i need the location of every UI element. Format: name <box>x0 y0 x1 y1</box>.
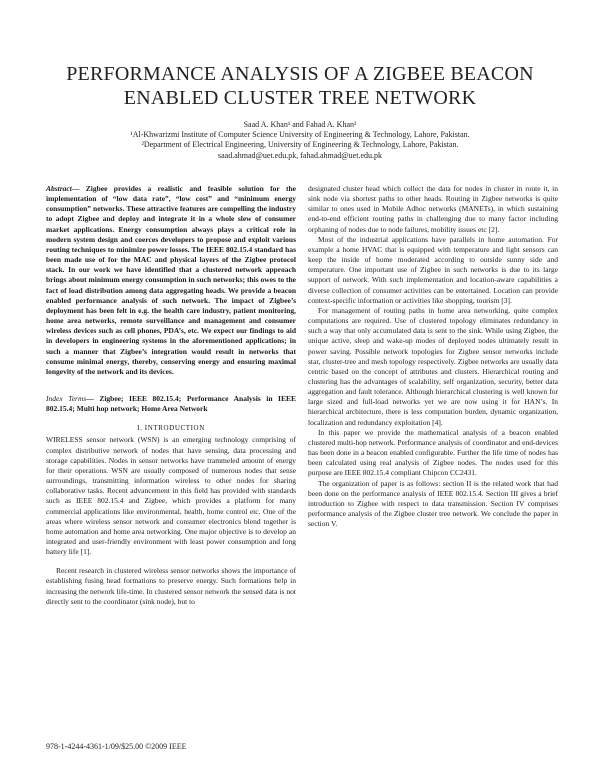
right-paragraph-2: Most of the industrial applications have parallels in home automation. For example a home HVAC that is equipped with temperature and light sensors can keep the inside of home moderated according to outside sunny side and temperature. One important use of Zigbee in such networks is due to its large support of network. With such implementation and location-aware capabilities a diverse collection of consumer activities can be entertained. Location can provide context-specific information or activities like shopping, tourism [3]. <box>308 234 558 305</box>
author-names: Saad A. Khan¹ and Fahad A. Khan² <box>243 120 357 129</box>
intro-paragraph-1: WIRELESS sensor network (WSN) is an emerging technology comprising of complex distributive network of nodes that have sensing, data processing and storage capabilities. Nodes in sensor networks have trammeled amount of energy for their operations. WSN are usually composed of numerous nodes that sense surroundings, transmitting information wireless to other nodes for sharing collaborative tasks. Recent advancement in this field has provided with standards such as IEEE 802.15.4 and Zigbee, which provides a platform for many commercial applications like environmental, health, home control etc. One of the areas where wireless sensor network and consumer electronics blend together is home automation and home area networking. One major objective is to develop an integrated and user-friendly environment with least power consumption and long battery life [1]. <box>46 435 296 557</box>
affiliation-1: ¹Al-Khwarizmi Institute of Computer Science University of Engineering & Technology, Lahore, Pakistan. <box>130 130 470 140</box>
right-paragraph-3: For management of routing paths in home area networking, quite complex computations are required. Use of clustered topology eliminates redundancy in such a way that only accumulated data is sent to the sink. While using Zigbee, the unique active, sleep and wake-up modes of deployed nodes ultimately result in power saving. Possible network topologies for Zigbee sensor networks include star, cluster-tree and mesh topology respectively. Zigbee networks are usually data centric based on the concept of attributes and clusters. Hierarchical routing and clustering has the advantages of scalability, self organization, security, better data aggregation and fault tolerance. Although hierarchical clustering is well known for large sized and full-load networks yet we are now using it for HAN’s. In hierarchical architecture, there is less computation burden, dynamic organization, localization and redundancy exploitation [4]. <box>308 305 558 427</box>
right-paragraph-4: In this paper we provide the mathematical analysis of a beacon enabled clustered multi-hop network. Performance analysis of coordinator and end-devices has been done in a beacon enabled configurable. Further the life time of nodes has been calculated using real analysis of Zigbee nodes. The nodes used for this purpose are IEEE 802.15.4 compliant Chipcon CC2431. <box>308 427 558 478</box>
author-block <box>60 120 540 161</box>
index-terms-text: — Zigbee; IEEE 802.15.4; Performance Analysis in IEEE 802.15.4; Multi hop network; Home Area Network <box>46 393 296 414</box>
intro-paragraph-2: Recent research in clustered wireless sensor networks shows the importance of establishing fusing head formations to preserve energy. Such formations help in increasing the network life-time. In clustered sensor network the sensed data is not directly sent to the coordinator (sink node), but to <box>46 566 296 606</box>
abstract <box>46 184 296 377</box>
title-line-2: ENABLED CLUSTER TREE NETWORK <box>123 87 477 109</box>
index-terms-lead: Index Terms <box>46 393 87 403</box>
right-paragraph-5: The organization of paper is as follows: section II is the related work that had been done on the performance analysis of IEEE 802.15.4. Section III gives a brief introduction to Zigbee with respect to data transmission. Section IV comprises performance analysis of the Zigbee cluster tree network. We conclude the paper in section V. <box>308 478 558 529</box>
section-heading-introduction: I. INTRODUCTION <box>137 424 205 433</box>
copyright-footer: 978-1-4244-4361-1/09/$25.00 ©2009 IEEE <box>46 742 187 751</box>
abstract-lead: Abstract <box>46 184 72 193</box>
author-emails: saad.ahmad@uet.edu.pk, fahad.ahmad@uet.edu.pk <box>217 150 382 160</box>
title-line-1: PERFORMANCE ANALYSIS OF A ZIGBEE BEACON <box>66 63 534 85</box>
affiliation-2: ²Department of Electrical Engineering, University of Engineering & Technology, Lahore, Pakistan. <box>141 140 459 150</box>
abstract-text: — Zigbee provides a realistic and feasible solution for the implementation of “low data rate”, “low cost” and “minimum energy consumption” networks. These attractive features are compelling the industry to adopt Zigbee and deploy and integrate it in a whole slew of consumer market applications. Energy consumption always plays a critical role in modern system design and coerces developers to propose and exploit various routing techniques to minimize power losses. The IEEE 802.15.4 standard has been made use of for the MAC and physical layers of the Zigbee protocol stack. In our work we have identified that a clustered network approach brings about minimum energy consumption in such networks; this owes to the fact of load distribution among data aggregating heads. We provide a beacon enabled performance analysis of such network. The impact of Zigbee’s deployment has been felt in e.g. the health care industry, patient monitoring, home area networks, remote surveillance and management and consumer wireless devices such as cell phones, PDA’s, etc. We expect our findings to aid in developers in engineering systems in the aforementioned applications; in such a manner that Zigbee’s integration would result in networks that consume minimal energy, thereby, conserving energy and ensuring maximal longevity of the network and its devices. <box>46 184 296 376</box>
index-terms <box>46 394 296 414</box>
right-column <box>308 184 558 529</box>
right-paragraph-1: designated cluster head which collect the data for nodes in cluster in route it, in sink node via shortest paths to other heads. Routing in Zigbee networks is quite similar to ones used in Mobile Adhoc networks (MANETs), in which sustaining end-to-end efficient routing paths in challenging due to many factor including orphaning of nodes due to node failures, mobility issues etc [2]. <box>308 184 558 234</box>
left-column <box>46 184 296 607</box>
paper-title <box>40 62 560 110</box>
